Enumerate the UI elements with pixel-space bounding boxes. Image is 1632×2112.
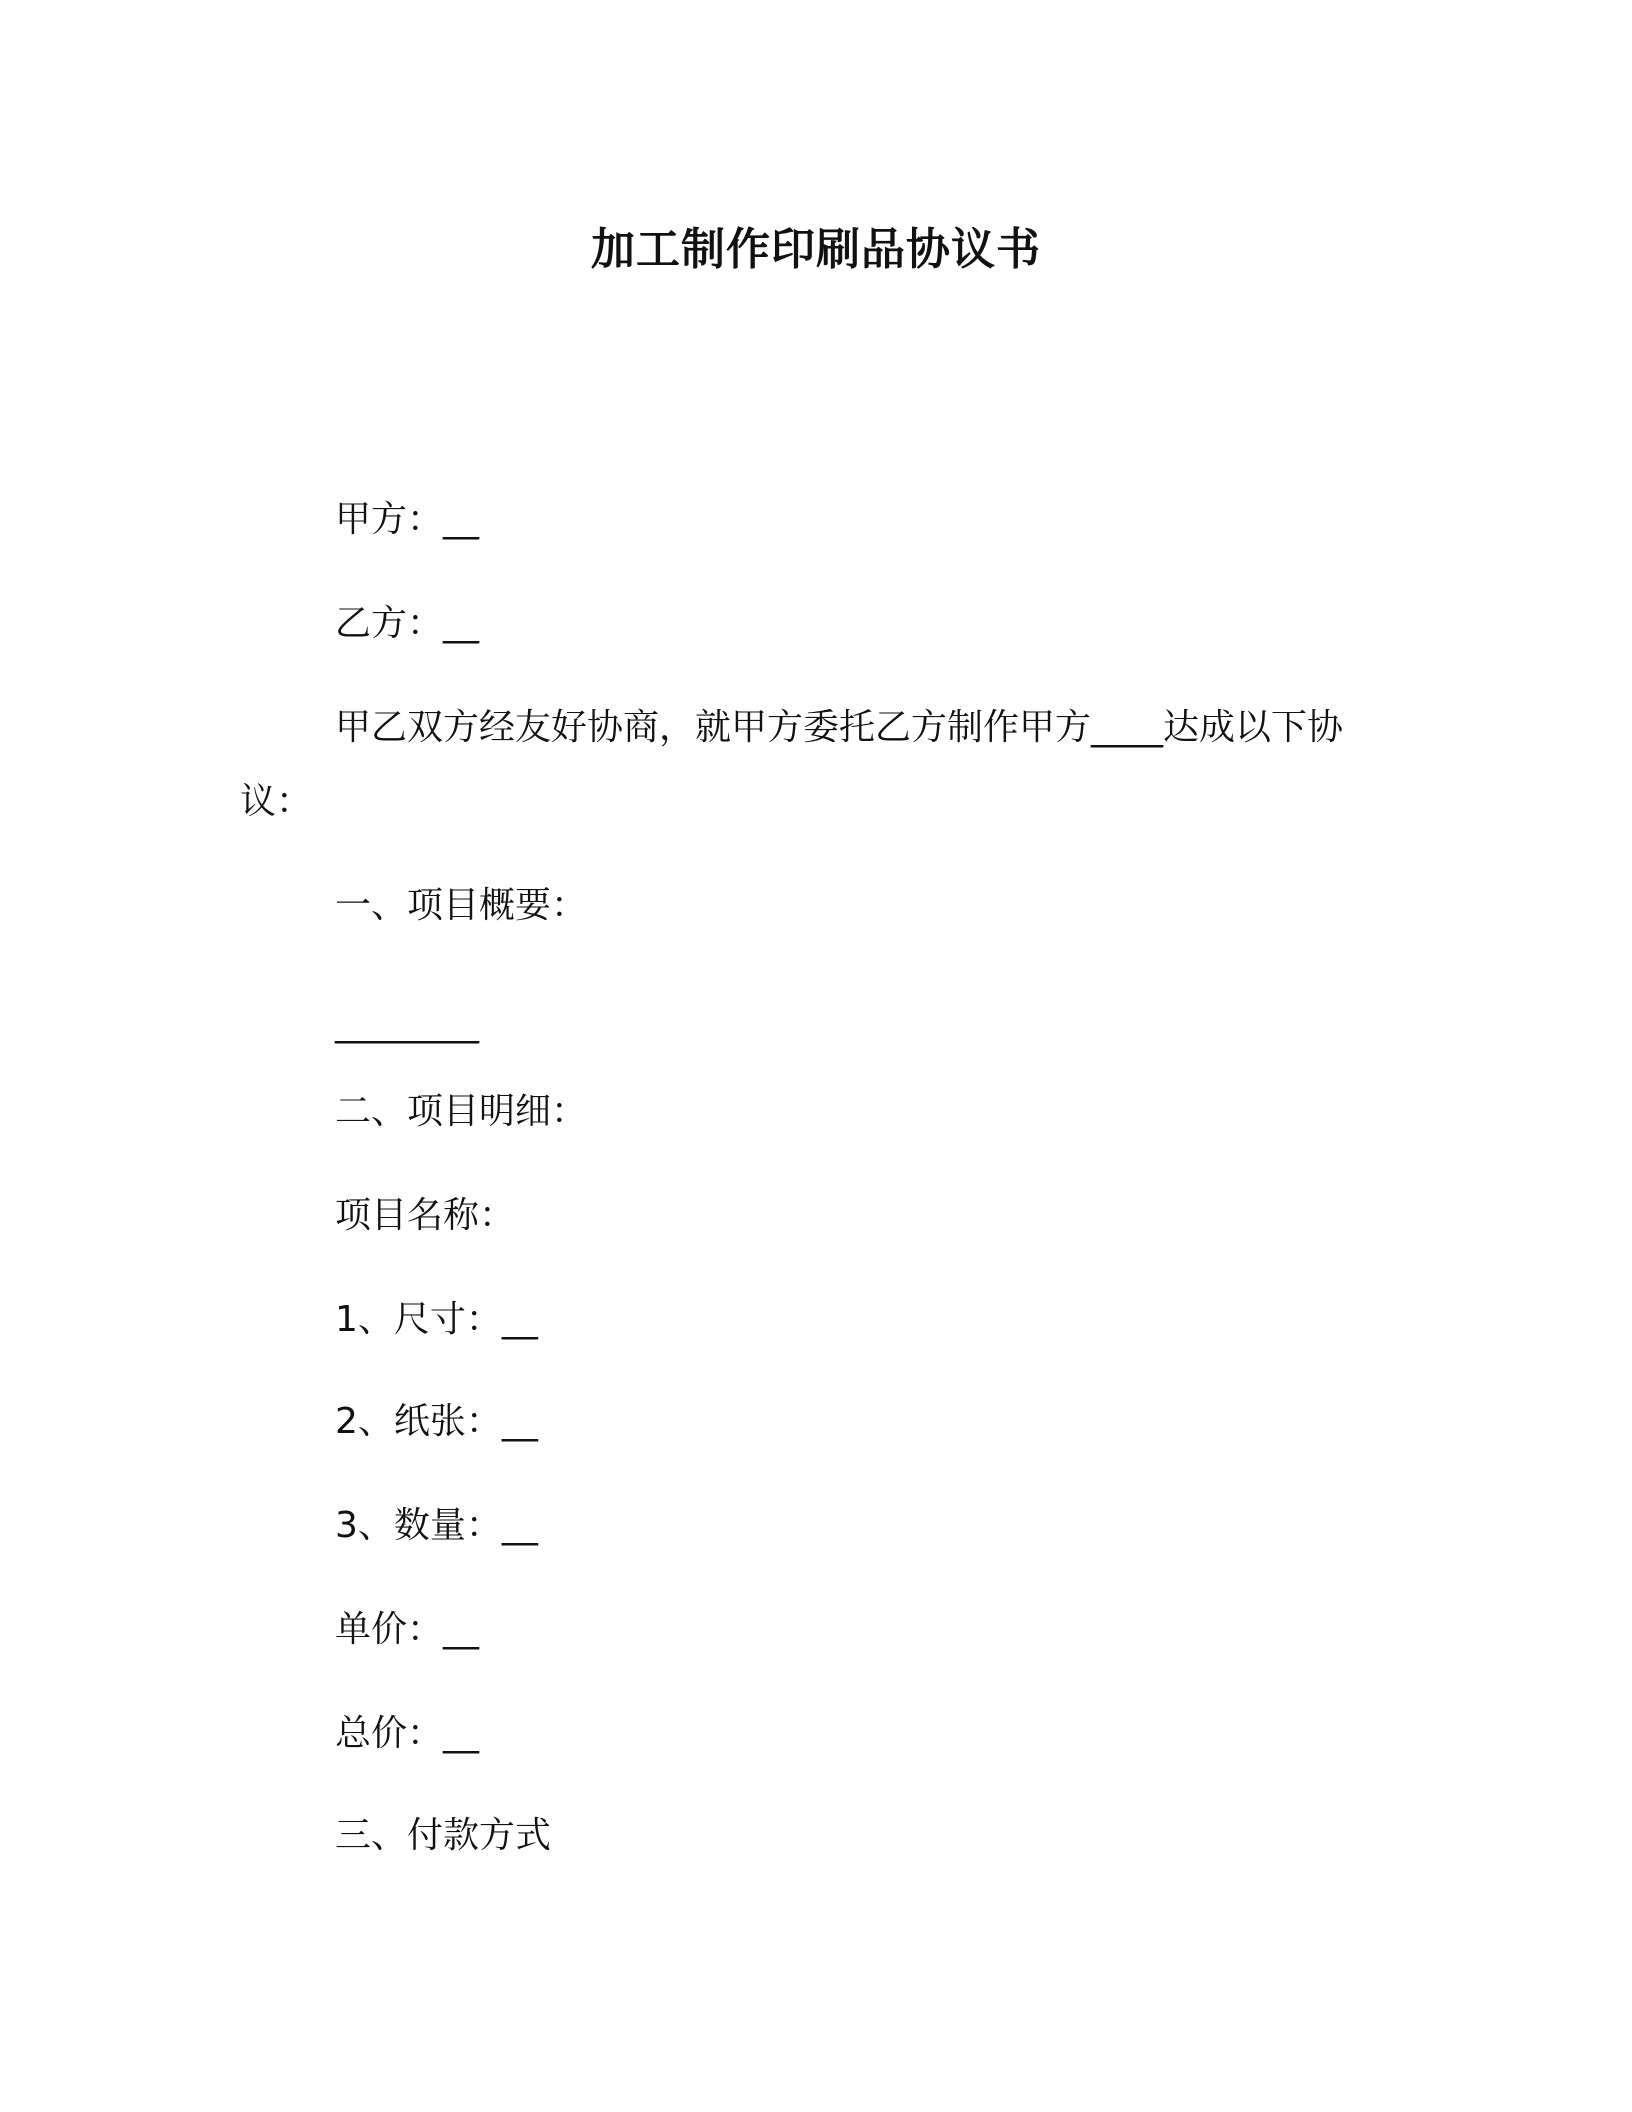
item-name-line: 项目名称： bbox=[335, 1195, 516, 1236]
party-a-line: 甲方：__ bbox=[335, 499, 480, 540]
intro-paragraph-line-1: 甲乙双方经友好协商，就甲方委托乙方制作甲方____达成以下协 bbox=[335, 707, 1344, 748]
total-price-line: 总价：__ bbox=[335, 1713, 480, 1754]
section-1-heading: 一、项目概要： bbox=[335, 885, 588, 926]
item-quantity-line: 3、数量：__ bbox=[335, 1505, 538, 1546]
section-1-blank: ________ bbox=[335, 1003, 479, 1044]
document-title: 加工制作印刷品协议书 bbox=[591, 224, 1041, 275]
party-b-line: 乙方：__ bbox=[335, 603, 480, 644]
section-2-heading: 二、项目明细： bbox=[335, 1091, 588, 1132]
item-size-line: 1、尺寸：__ bbox=[335, 1299, 538, 1340]
intro-paragraph-line-2: 议： bbox=[240, 781, 313, 822]
unit-price-line: 单价：__ bbox=[335, 1609, 480, 1650]
section-3-heading: 三、付款方式 bbox=[335, 1815, 552, 1856]
item-paper-line: 2、纸张：__ bbox=[335, 1401, 538, 1442]
